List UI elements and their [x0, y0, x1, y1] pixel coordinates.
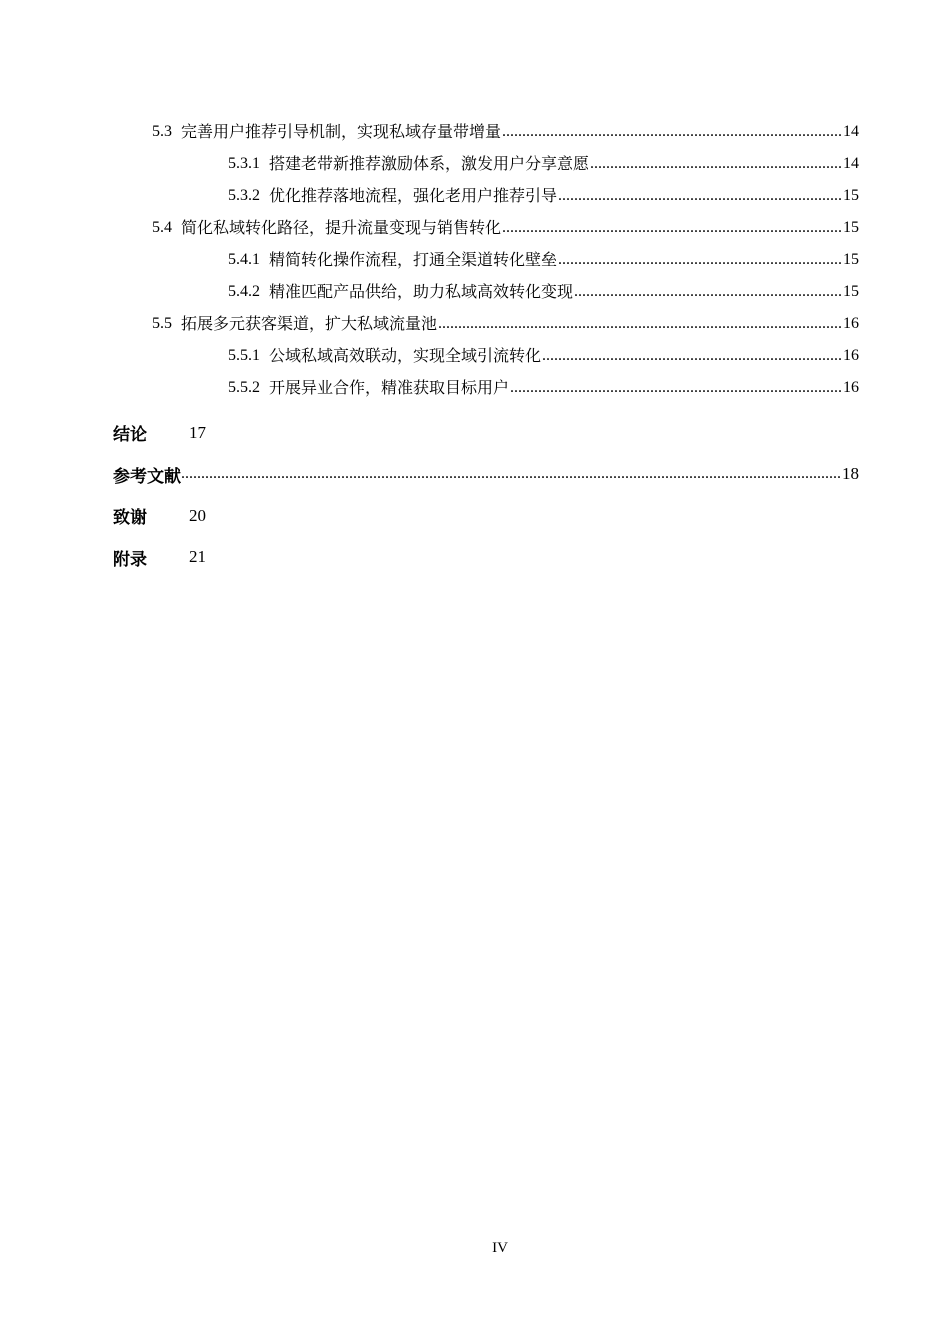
toc-entry-page: 15 — [843, 283, 859, 300]
toc-entry-5-3-2[interactable] — [0, 180, 859, 212]
dot-leader — [438, 308, 842, 340]
toc-entry-page: 21 — [189, 547, 206, 567]
toc-entry-title: 拓展多元获客渠道，扩大私域流量池 — [181, 314, 438, 333]
toc-entry-5-4-2[interactable] — [0, 276, 859, 308]
toc-entry-title: 完善用户推荐引导机制，实现私域存量带增量 — [181, 122, 502, 141]
dot-leader — [590, 148, 842, 180]
toc-entry-title: 精准匹配产品供给，助力私域高效转化变现 — [269, 282, 574, 301]
toc-entry-5-4-1[interactable] — [0, 244, 859, 276]
toc-entry-number: 5.3 — [152, 123, 172, 140]
dot-leader — [558, 244, 842, 276]
toc-entry-5-3[interactable] — [0, 116, 859, 148]
toc-entry-number: 5.3.1 — [228, 155, 260, 172]
toc-entry-acknowledgements[interactable] — [0, 495, 950, 537]
toc-entry-page: 16 — [843, 379, 859, 396]
toc-entry-number: 5.4.1 — [228, 251, 260, 268]
toc-entry-appendix[interactable] — [0, 537, 950, 579]
toc-entry-title: 参考文献 — [113, 466, 181, 487]
toc-entry-page: 14 — [843, 123, 859, 140]
toc-entry-number: 5.4.2 — [228, 283, 260, 300]
toc-entry-page: 17 — [189, 422, 206, 442]
toc-entry-number: 5.4 — [152, 219, 172, 236]
toc-entry-number: 5.3.2 — [228, 187, 260, 204]
toc-entry-title: 开展异业合作，精准获取目标用户 — [269, 378, 510, 397]
toc-entry-page: 18 — [842, 464, 859, 484]
toc-top-level-section — [0, 412, 950, 578]
dot-leader — [574, 276, 842, 308]
toc-entry-page: 15 — [843, 219, 859, 236]
dot-leader — [542, 340, 842, 372]
dot-leader — [502, 212, 842, 244]
table-of-contents — [0, 116, 950, 404]
dot-leader — [510, 372, 842, 404]
toc-entry-number: 5.5.2 — [228, 379, 260, 396]
toc-entry-title: 致谢 — [113, 508, 147, 529]
toc-entry-title: 优化推荐落地流程，强化老用户推荐引导 — [269, 186, 558, 205]
toc-entry-5-5-2[interactable] — [0, 372, 859, 404]
toc-entry-number: 5.5.1 — [228, 347, 260, 364]
dot-leader — [502, 116, 842, 148]
toc-entry-page: 14 — [843, 155, 859, 172]
toc-entry-number: 5.5 — [152, 315, 172, 332]
page-number: IV — [492, 1240, 508, 1256]
toc-entry-conclusion[interactable] — [0, 412, 950, 454]
toc-entry-title: 附录 — [113, 549, 147, 570]
toc-entry-title: 简化私域转化路径，提升流量变现与销售转化 — [181, 218, 502, 237]
toc-entry-title: 公域私域高效联动，实现全域引流转化 — [269, 346, 542, 365]
toc-entry-5-5-1[interactable] — [0, 340, 859, 372]
dot-leader — [558, 180, 842, 212]
toc-entry-references[interactable] — [0, 454, 859, 496]
toc-entry-5-3-1[interactable] — [0, 148, 859, 180]
toc-entry-page: 15 — [843, 187, 859, 204]
dot-leader — [181, 465, 841, 483]
toc-entry-page: 16 — [843, 347, 859, 364]
toc-entry-title: 搭建老带新推荐激励体系，激发用户分享意愿 — [269, 154, 590, 173]
toc-entry-page: 16 — [843, 315, 859, 332]
toc-entry-page: 20 — [189, 505, 206, 525]
toc-entry-title: 结论 — [113, 425, 147, 446]
toc-entry-title: 精简转化操作流程，打通全渠道转化壁垒 — [269, 250, 558, 269]
toc-entry-5-5[interactable] — [0, 308, 859, 340]
toc-entry-5-4[interactable] — [0, 212, 859, 244]
toc-entry-page: 15 — [843, 251, 859, 268]
